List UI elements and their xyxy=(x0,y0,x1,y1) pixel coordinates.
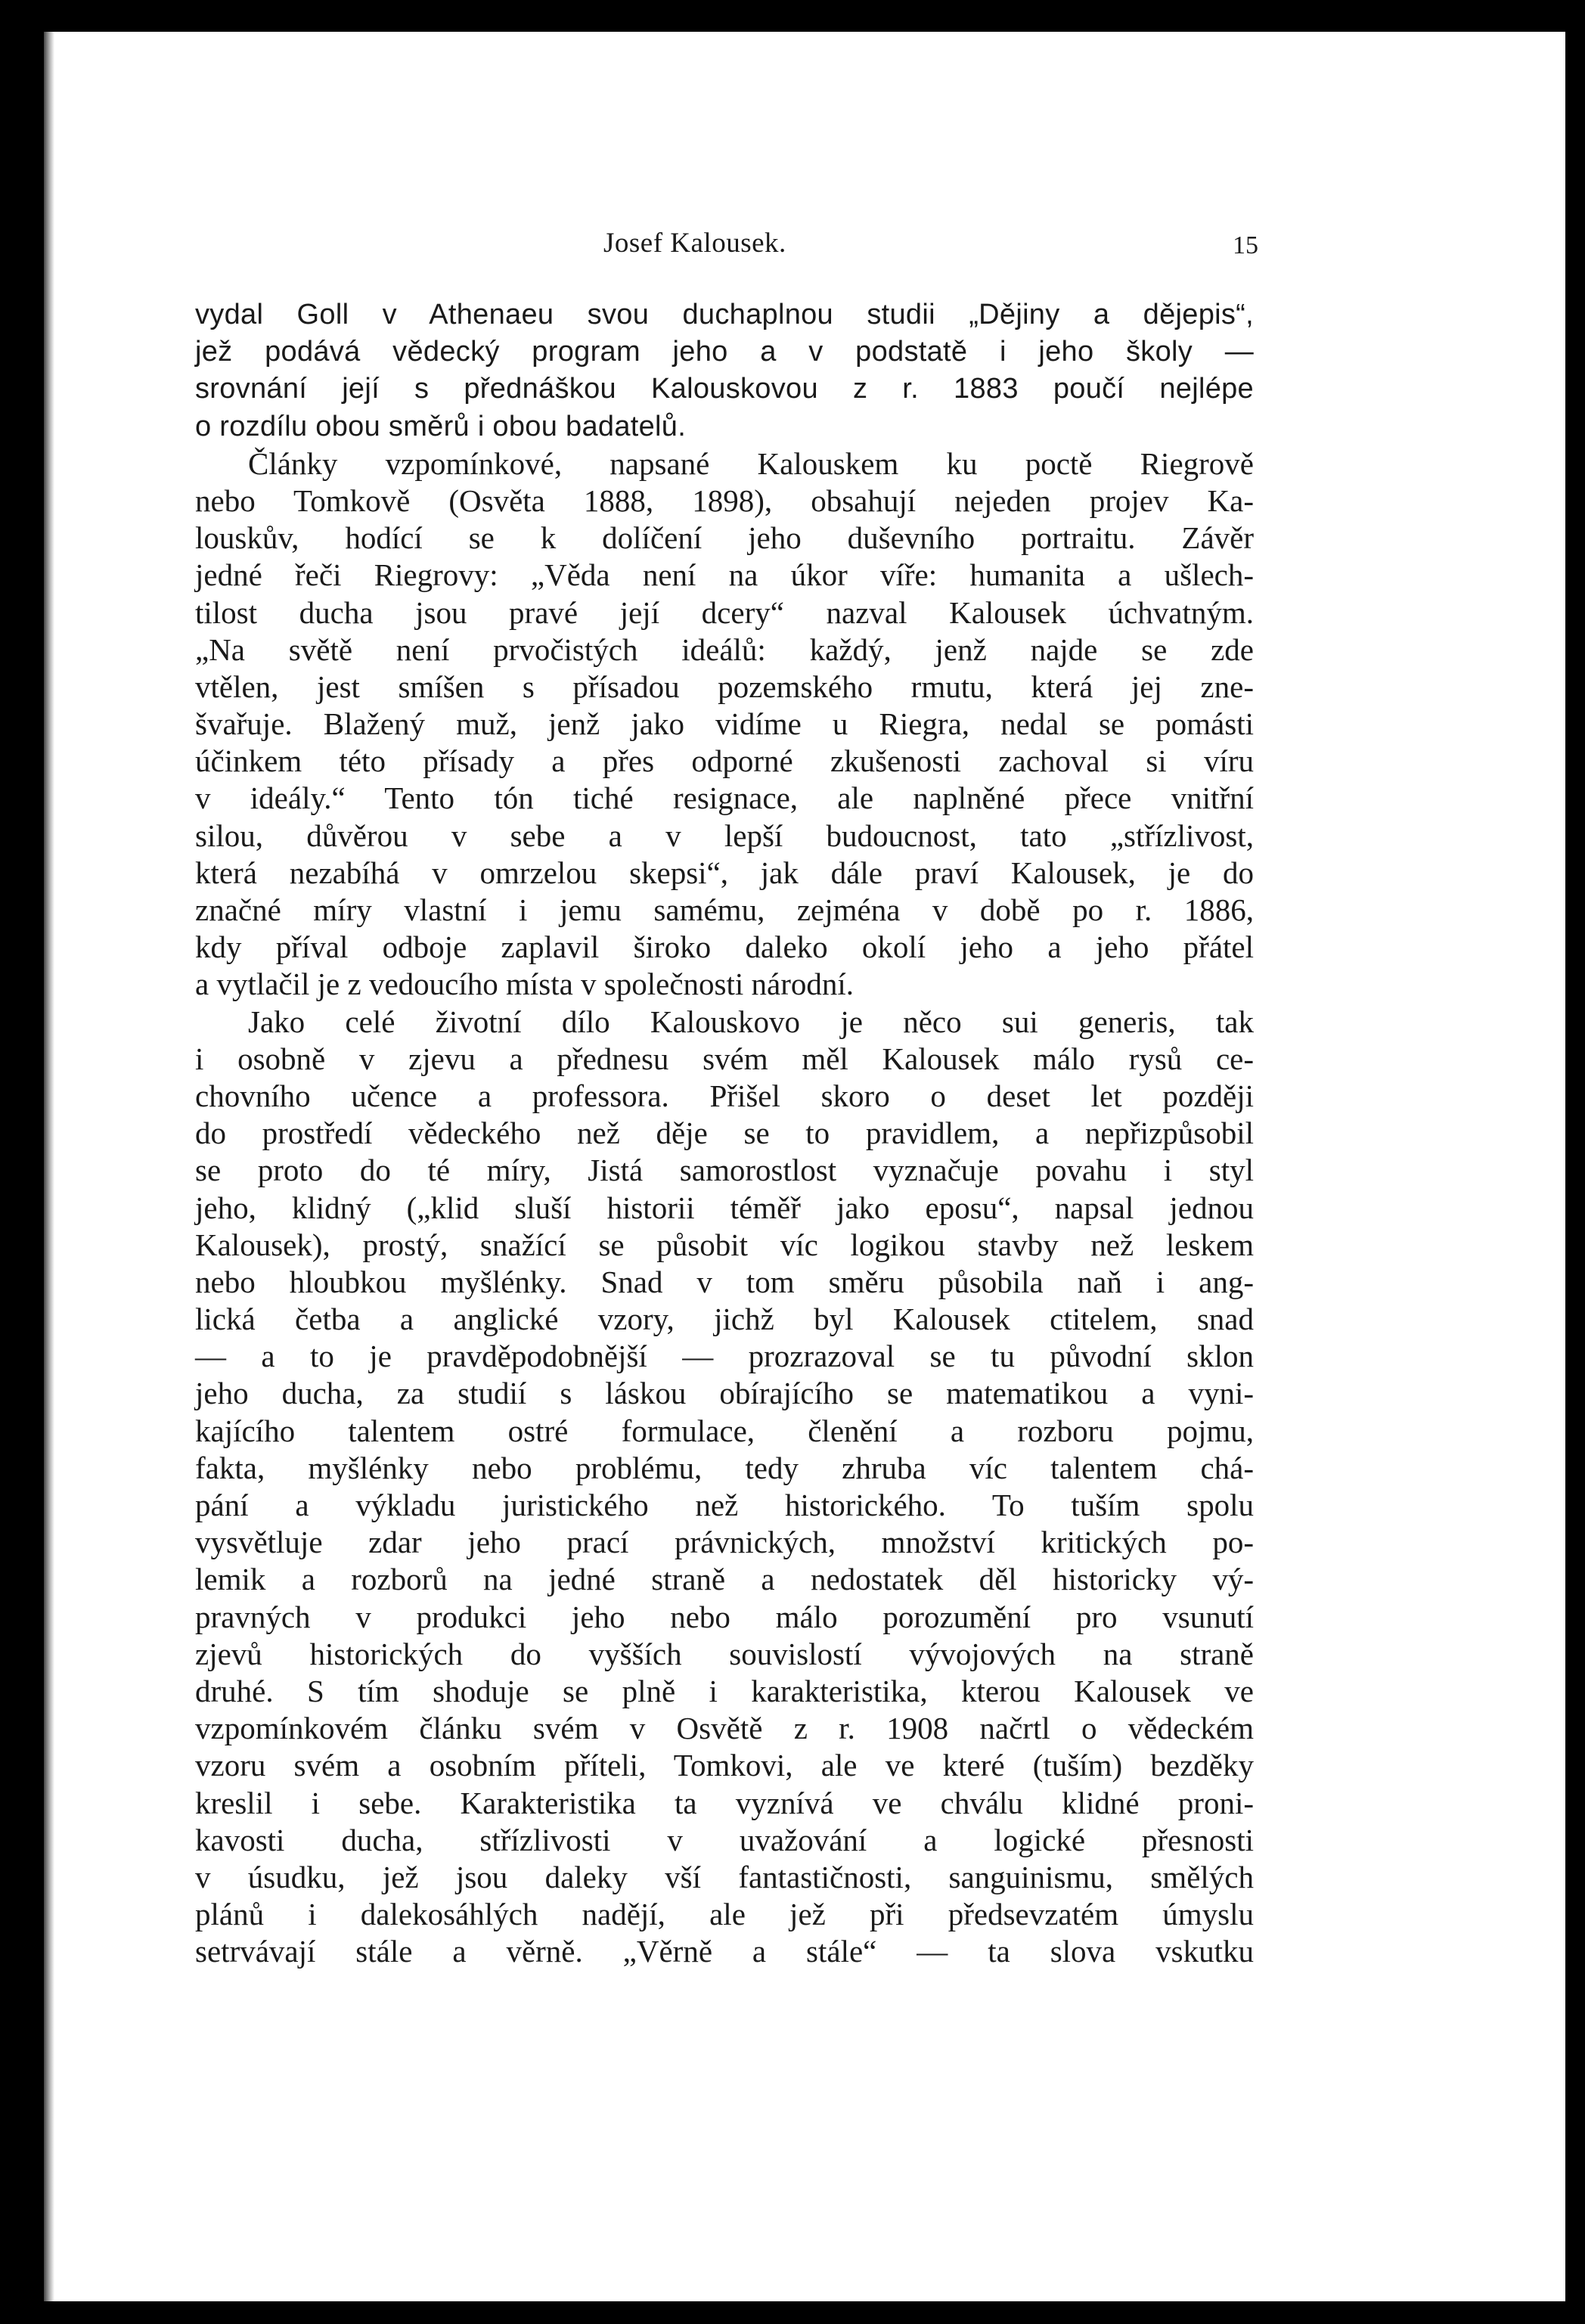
text-line: o rozdílu obou směrů i obou badatelů. xyxy=(195,410,687,442)
text-line: nebo Tomkově (Osvěta 1888, 1898), obsahují nejeden projev Ka- xyxy=(195,482,1254,518)
text-line: vydal Goll v Athenaeu svou duchaplnou studii „Dějiny a dějepis“, xyxy=(195,299,1254,330)
text-line: setrvávají stále a věrně. „Věrně a stále“ — ta slova vskutku xyxy=(195,1934,1254,1969)
text-line: plánů i dalekosáhlých nadějí, ale jež při předsevzatém úmyslu xyxy=(195,1897,1254,1932)
text-line: chovního učence a professora. Přišel skoro o deset let později xyxy=(195,1078,1254,1113)
text-line: značné míry vlastní i jemu samému, zejména v době po r. 1886, xyxy=(195,892,1254,927)
text-line: jedné řeči Riegrovy: „Věda není na úkor víře: humanita a ušlech- xyxy=(195,557,1254,593)
text-line: louskův, hodící se k dolíčení jeho duševního portraitu. Závěr xyxy=(195,520,1254,556)
text-line: srovnání její s přednáškou Kalouskovou z r. 1883 poučí nejlépe xyxy=(195,373,1254,405)
text-line: vzpomínkovém článku svém v Osvětě z r. 1908 načrtl o vědeckém xyxy=(195,1711,1254,1746)
text-line: lemik a rozborů na jedné straně a nedostatek děl historicky vý- xyxy=(195,1562,1254,1597)
text-line: kavosti ducha, střízlivosti v uvažování a logické přesnosti xyxy=(195,1822,1254,1857)
text-line: pání a výkladu juristického než historického. To tuším spolu xyxy=(195,1488,1254,1522)
text-line: Jako celé životní dílo Kalouskovo je něco sui generis, tak xyxy=(248,1004,1254,1039)
text-line: Články vzpomínkové, napsané Kalouskem ku poctě Riegrově xyxy=(248,445,1254,481)
text-line: Kalousek), prostý, snažící se působit víc logikou stavby než leskem xyxy=(195,1227,1254,1262)
text-line: i osobně v zjevu a přednesu svém měl Kalousek málo rysů ce- xyxy=(195,1041,1254,1076)
body-text xyxy=(195,296,1254,1970)
running-head-title: Josef Kalousek. xyxy=(603,228,786,259)
text-line: jež podává vědecký program jeho a v podstatě i jeho školy — xyxy=(195,336,1254,368)
text-line: která nezabíhá v omrzelou skepsi“, jak dále praví Kalousek, je do xyxy=(195,855,1254,890)
text-line: kajícího talentem ostré formulace, členění a rozboru pojmu, xyxy=(195,1413,1254,1448)
text-line: silou, důvěrou v sebe a v lepší budoucnost, tato „střízlivost, xyxy=(195,818,1254,853)
text-line: fakta, myšlénky nebo problému, tedy zhruba víc talentem chá- xyxy=(195,1450,1254,1485)
text-line: jeho ducha, za studií s láskou obírajícího se matematikou a vyni- xyxy=(195,1376,1254,1411)
text-line: švařuje. Blažený muž, jenž jako vidíme u Riegra, nedal se pomásti xyxy=(195,706,1254,742)
text-line: — a to je pravděpodobnější — prozrazoval se tu původní sklon xyxy=(195,1339,1254,1374)
text-line: „Na světě není prvočistých ideálů: každý, jenž najde se zde xyxy=(195,631,1254,667)
text-line: lická četba a anglické vzory, jichž byl Kalousek ctitelem, snad xyxy=(195,1302,1254,1337)
text-line: kreslil i sebe. Karakteristika ta vyznívá ve chválu klidné proni- xyxy=(195,1785,1254,1820)
text-line: v úsudku, jež jsou daleky vší fantastičnosti, sanguinismu, smělých xyxy=(195,1859,1254,1894)
text-line: tilost ducha jsou pravé její dcery“ nazval Kalousek úchvatným. xyxy=(195,594,1254,630)
binding-shadow xyxy=(44,32,54,2301)
text-line: nebo hloubkou myšlénky. Snad v tom směru působila naň i ang- xyxy=(195,1264,1254,1299)
text-line: kdy příval odboje zaplavil široko daleko okolí jeho a jeho přátel xyxy=(195,929,1254,965)
text-line: druhé. S tím shoduje se plně i karakteristika, kterou Kalousek ve xyxy=(195,1673,1254,1708)
running-head xyxy=(195,227,1258,272)
text-line: vtělen, jest smíšen s přísadou pozemského rmutu, která jej zne- xyxy=(195,669,1254,704)
scan-edge-bottom xyxy=(0,2301,1585,2324)
text-line: zjevů historických do vyšších souvislostí vývojových na straně xyxy=(195,1636,1254,1671)
page-number: 15 xyxy=(1233,231,1258,259)
scan-edge-left xyxy=(0,0,44,2324)
scan-edge-right xyxy=(1565,0,1585,2324)
text-line: vzoru svém a osobním příteli, Tomkovi, ale ve které (tuším) bezděky xyxy=(195,1748,1254,1783)
text-line: do prostředí vědeckého než děje se to pravidlem, a nepřizpůsobil xyxy=(195,1115,1254,1151)
text-line: vysvětluje zdar jeho prací právnických, množství kritických po- xyxy=(195,1525,1254,1560)
text-line: a vytlačil je z vedoucího místa v společnosti národní. xyxy=(195,967,855,1002)
book-page xyxy=(195,227,1258,1970)
scan-edge-top xyxy=(0,0,1585,32)
text-line: účinkem této přísady a přes odporné zkušenosti zachoval si víru xyxy=(195,743,1254,779)
text-line: pravných v produkci jeho nebo málo porozumění pro vsunutí xyxy=(195,1599,1254,1634)
text-line: se proto do té míry, Jistá samorostlost vyznačuje povahu i styl xyxy=(195,1153,1254,1188)
text-line: v ideály.“ Tento tón tiché resignace, ale naplněné přece vnitřní xyxy=(195,780,1254,816)
text-line: jeho, klidný („klid sluší historii téměř jako eposu“, napsal jednou xyxy=(195,1190,1254,1225)
